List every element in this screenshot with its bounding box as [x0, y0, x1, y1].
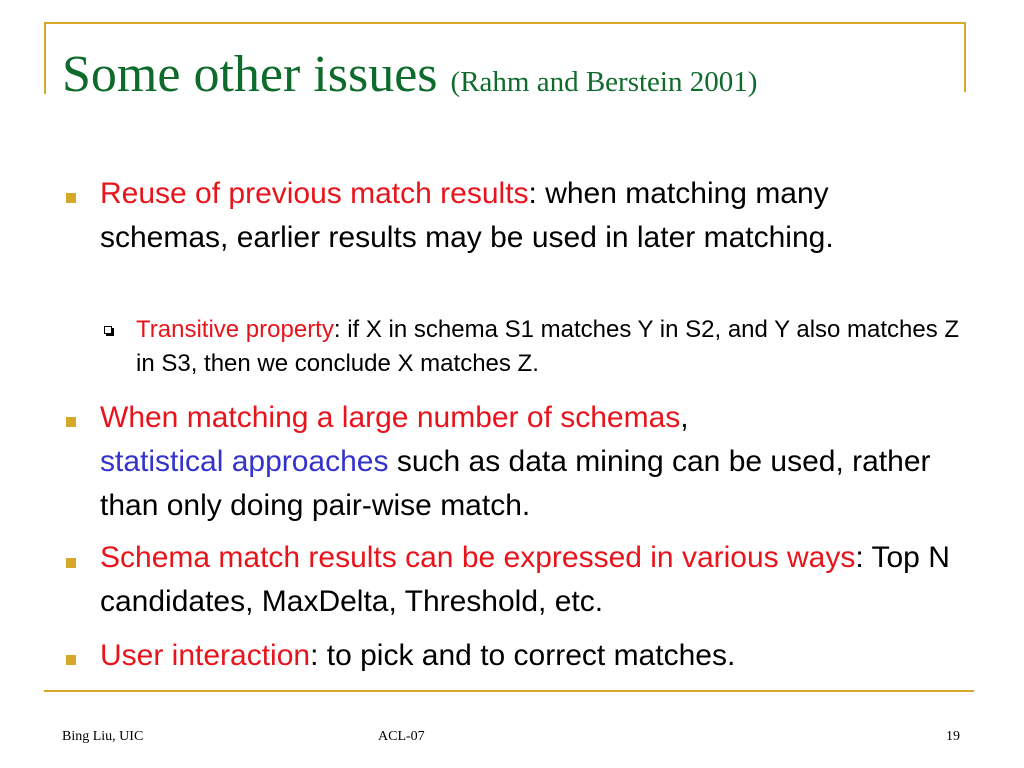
bullet-text: : Top N candidates, MaxDelta, Threshold, etc.: [100, 541, 950, 618]
footer-page-number: 19: [946, 729, 960, 744]
bullet-square-icon: [66, 655, 76, 665]
hollow-square-bullet-icon: [104, 326, 112, 334]
bullet-text: : when matching many schemas, earlier results may be used in later matching.: [100, 177, 834, 254]
bullet-text: ,: [680, 401, 689, 434]
footer-center: ACL-07: [378, 729, 425, 744]
sub-bullet-highlight: Transitive property: [136, 316, 334, 343]
bullet-highlight: Schema match results can be expressed in various ways: [100, 541, 856, 574]
bullet-item: [100, 536, 960, 624]
bullet-text: such as data mining can be used, rather than only doing pair-wise match.: [100, 445, 931, 522]
sub-bullet-item: [136, 313, 966, 381]
bullet-square-icon: [66, 558, 76, 568]
bullet-square-icon: [66, 417, 76, 427]
bullet-item: [100, 396, 960, 528]
frame-bottom-line: [44, 690, 974, 692]
footer-author: Bing Liu, UIC: [62, 729, 144, 744]
title-main: Some other issues: [62, 46, 438, 103]
bullet-text: : to pick and to correct matches.: [310, 639, 736, 672]
title-citation: (Rahm and Berstein 2001): [450, 66, 758, 98]
bullet-item: [100, 172, 960, 260]
bullet-highlight: When matching a large number of schemas: [100, 401, 681, 434]
sub-bullet-text: : if X in schema S1 matches Y in S2, and Y also matches Z in S3, then we conclude X matches Z.: [136, 316, 960, 377]
bullet-highlight-blue: statistical approaches: [100, 445, 389, 478]
bullet-highlight: User interaction: [100, 639, 311, 672]
bullet-highlight: Reuse of previous match results: [100, 177, 529, 210]
bullet-square-icon: [66, 193, 76, 203]
bullet-item: [100, 634, 960, 678]
